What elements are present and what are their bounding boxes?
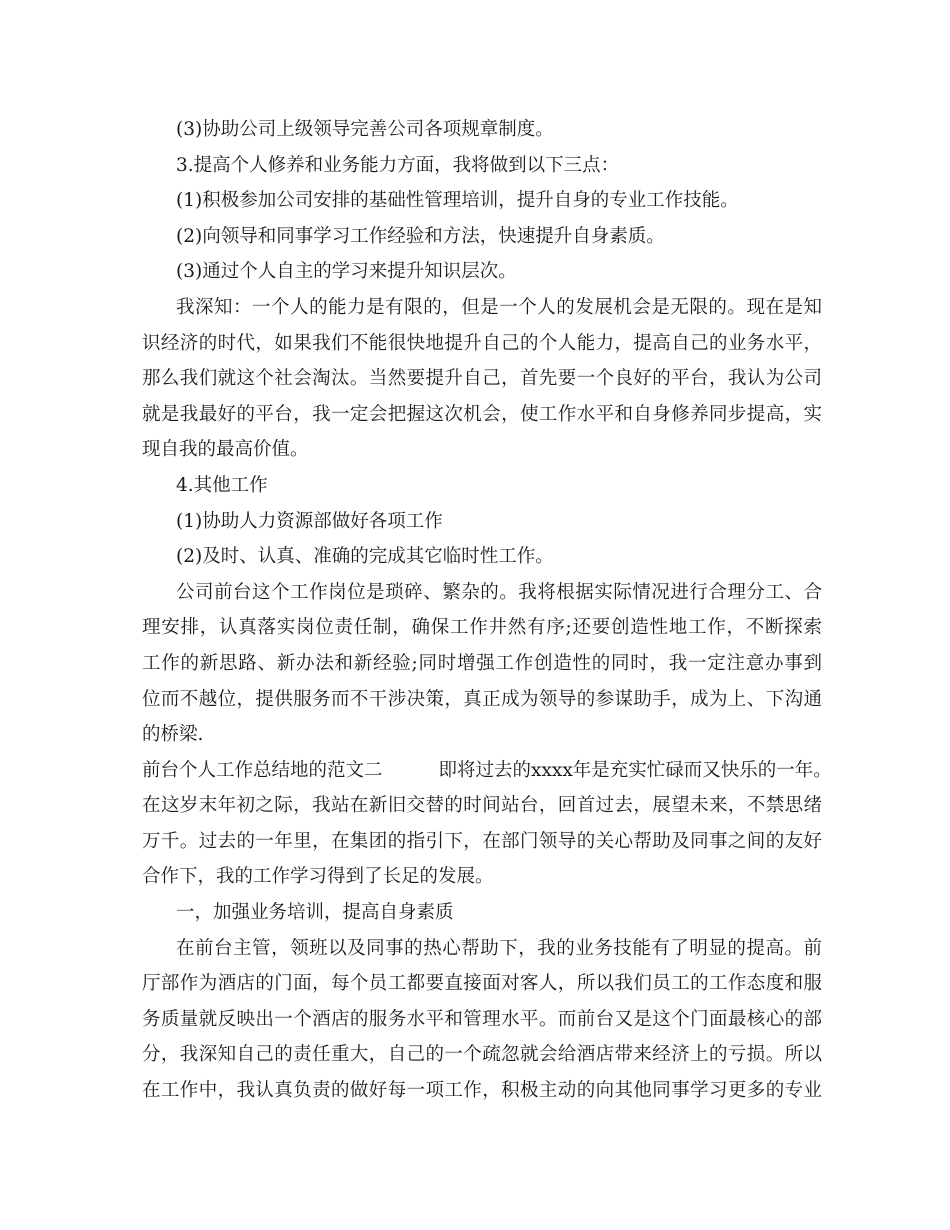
text-line: 工作的新思路、新办法和新经验;同时增强工作创造性的同时，我一定注意办事到	[142, 652, 822, 674]
document-body	[142, 112, 832, 1109]
text-line: 的桥梁.	[142, 724, 204, 746]
section-heading-line	[142, 753, 832, 789]
text-line: (2)向领导和同事学习工作经验和方法，快速提升自身素质。	[176, 225, 665, 247]
text-line: 务质量就反映出一个酒店的服务水平和管理水平。而前台又是这个门面最核心的部	[142, 1008, 822, 1030]
text-line: 就是我最好的平台，我一定会把握这次机会，使工作水平和自身修养同步提高，实	[142, 403, 822, 425]
text-line: 合作下，我的工作学习得到了长足的发展。	[142, 866, 494, 888]
text-line: (3)协助公司上级领导完善公司各项规章制度。	[176, 119, 554, 140]
text-line: (3)通过个人自主的学习来提升知识层次。	[176, 261, 517, 283]
text-line: 在这岁末年初之际，我站在新旧交替的时间站台，回首过去，展望未来，不禁思绪	[142, 795, 822, 817]
text-line: 在工作中，我认真负责的做好每一项工作，积极主动的向其他同事学习更多的专业	[142, 1080, 822, 1102]
text-line: 位而不越位，提供服务而不干涉决策，真正成为领导的参谋助手，成为上、下沟通	[142, 688, 822, 710]
section-intro-text: 即将过去的xxxx年是充实忙碌而又快乐的一年。	[438, 759, 832, 781]
text-line: 识经济的时代，如果我们不能很快地提升自己的个人能力，提高自己的业务水平，	[142, 332, 822, 354]
text-line: 理安排，认真落实岗位责任制，确保工作井然有序;还要创造性地工作，不断探索	[142, 617, 822, 639]
text-line: (1)协助人力资源部做好各项工作	[176, 510, 443, 532]
paragraph-block-b	[142, 788, 822, 1108]
text-line: 万千。过去的一年里，在集团的指引下，在部门领导的关心帮助及同事之间的友好	[142, 830, 822, 852]
text-line: 分，我深知自己的责任重大，自己的一个疏忽就会给酒店带来经济上的亏损。所以	[142, 1044, 822, 1066]
paragraph-block-a	[142, 112, 822, 753]
text-line: 现自我的最高价值。	[142, 439, 309, 461]
text-line: 公司前台这个工作岗位是琐碎、繁杂的。我将根据实际情况进行合理分工、合	[176, 581, 822, 603]
section-title: 前台个人工作总结地的范文二	[142, 759, 383, 781]
text-line: 我深知：一个人的能力是有限的，但是一个人的发展机会是无限的。现在是知	[176, 296, 822, 318]
text-line: (2)及时、认真、准确的完成其它临时性工作。	[176, 546, 554, 568]
text-line: 那么我们就这个社会淘汰。当然要提升自己，首先要一个良好的平台，我认为公司	[142, 368, 822, 390]
text-line: 3.提高个人修养和业务能力方面，我将做到以下三点：	[176, 154, 620, 176]
text-line: (1)积极参加公司安排的基础性管理培训，提升自身的专业工作技能。	[176, 190, 739, 212]
text-line: 一，加强业务培训，提高自身素质	[176, 902, 454, 924]
text-line: 在前台主管，领班以及同事的热心帮助下，我的业务技能有了明显的提高。前	[176, 937, 822, 959]
text-line: 4.其他工作	[176, 474, 268, 496]
text-line: 厅部作为酒店的门面，每个员工都要直接面对客人，所以我们员工的工作态度和服	[142, 973, 822, 995]
